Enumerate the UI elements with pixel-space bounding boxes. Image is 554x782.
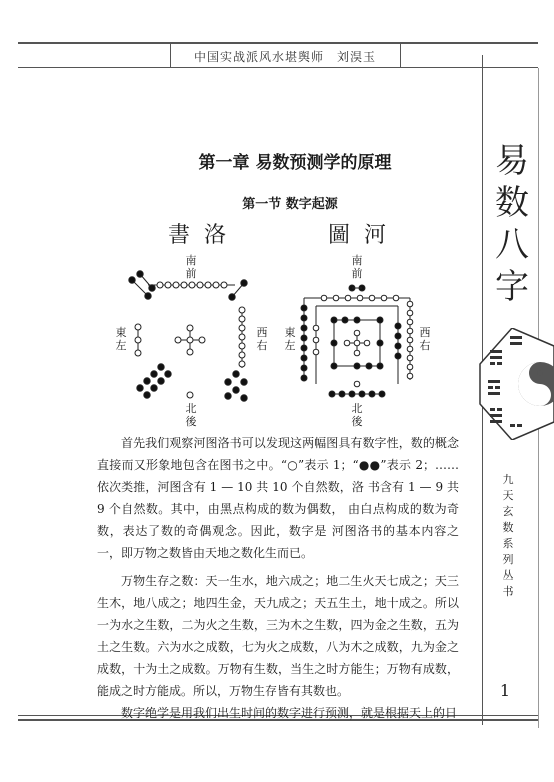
section-title: 第一节 数字起源	[242, 197, 338, 212]
luoshu-diagram	[120, 270, 270, 410]
side-title-char: 易	[495, 141, 529, 181]
page-number: 1	[499, 681, 511, 700]
side-title	[492, 140, 532, 308]
series-char: 丛	[502, 569, 514, 582]
series-char: 列	[502, 553, 514, 566]
header-rule-top	[18, 42, 538, 44]
header-divider-right	[400, 44, 401, 67]
body-text	[97, 432, 459, 724]
luoshu-south-label: 南前	[185, 254, 197, 280]
series-char: 玄	[502, 505, 514, 518]
hetu-south-label: 南前	[351, 254, 363, 280]
paragraph: 万物生存之数：天一生水，地六成之；地二生火天七成之；天三生木，地八成之；地四生金，天九成之；天五生土，地十成之。所以一为水之生数，二为火之生数，三为木之生数，四为金之生数，五为土之生数。六为水之成数，七为火之成数，八为木之成数，九为金之成数，十为土之成数。万物有生数，当生之时方能生；万物有成数，能成之时方能成。所以，万物生存皆有其数也。	[97, 574, 459, 698]
paragraph: 数字绝学是用我们出生时间的数字进行预测，就是根据天上的日	[121, 706, 458, 720]
hetu-west-label: 西右	[419, 326, 431, 352]
hetu-diagram	[294, 284, 420, 404]
luoshu-north-label: 北後	[185, 402, 197, 428]
side-title-char: 字	[495, 267, 529, 307]
hetu-east-label: 東左	[284, 326, 296, 352]
series-char: 九	[502, 473, 514, 486]
series-char: 天	[502, 489, 514, 502]
series-char: 数	[502, 521, 514, 534]
series-char: 书	[502, 585, 514, 598]
series-char: 系	[502, 537, 514, 550]
side-title-char: 数	[495, 183, 529, 223]
chapter-title: 第一章 易数预测学的原理	[198, 153, 392, 173]
bagua-emblem-icon	[474, 328, 554, 440]
luoshu-east-label: 東左	[115, 326, 127, 352]
luoshu-west-label: 西右	[256, 326, 268, 352]
hetu-title: 圖河	[328, 223, 401, 248]
series-title	[498, 472, 518, 600]
side-title-char: 八	[495, 225, 529, 265]
running-header: 中国实战派风水堪舆师 刘淏玉	[193, 50, 376, 64]
hetu-north-label: 北後	[351, 402, 363, 428]
header-rule-bottom	[18, 67, 538, 68]
paragraph: 首先我们观察河图洛书可以发现这两幅图具有数字性，数的概念直接而又形象地包含在图书之中。“○”表示 1；“●●”表示 2；……依次类推，河图含有 1 — 10 共 10 个自然数，洛 书含有 1 — 9 共 9 个自然数。其中，由黑点构成的数为偶数， 由白点构成的数为奇数，表达了数的奇偶观念。因此，数字是 河图洛书的基本内容之一，即万物之数皆由天地之数化生而已。	[97, 436, 459, 560]
luoshu-title: 書洛	[168, 223, 241, 248]
